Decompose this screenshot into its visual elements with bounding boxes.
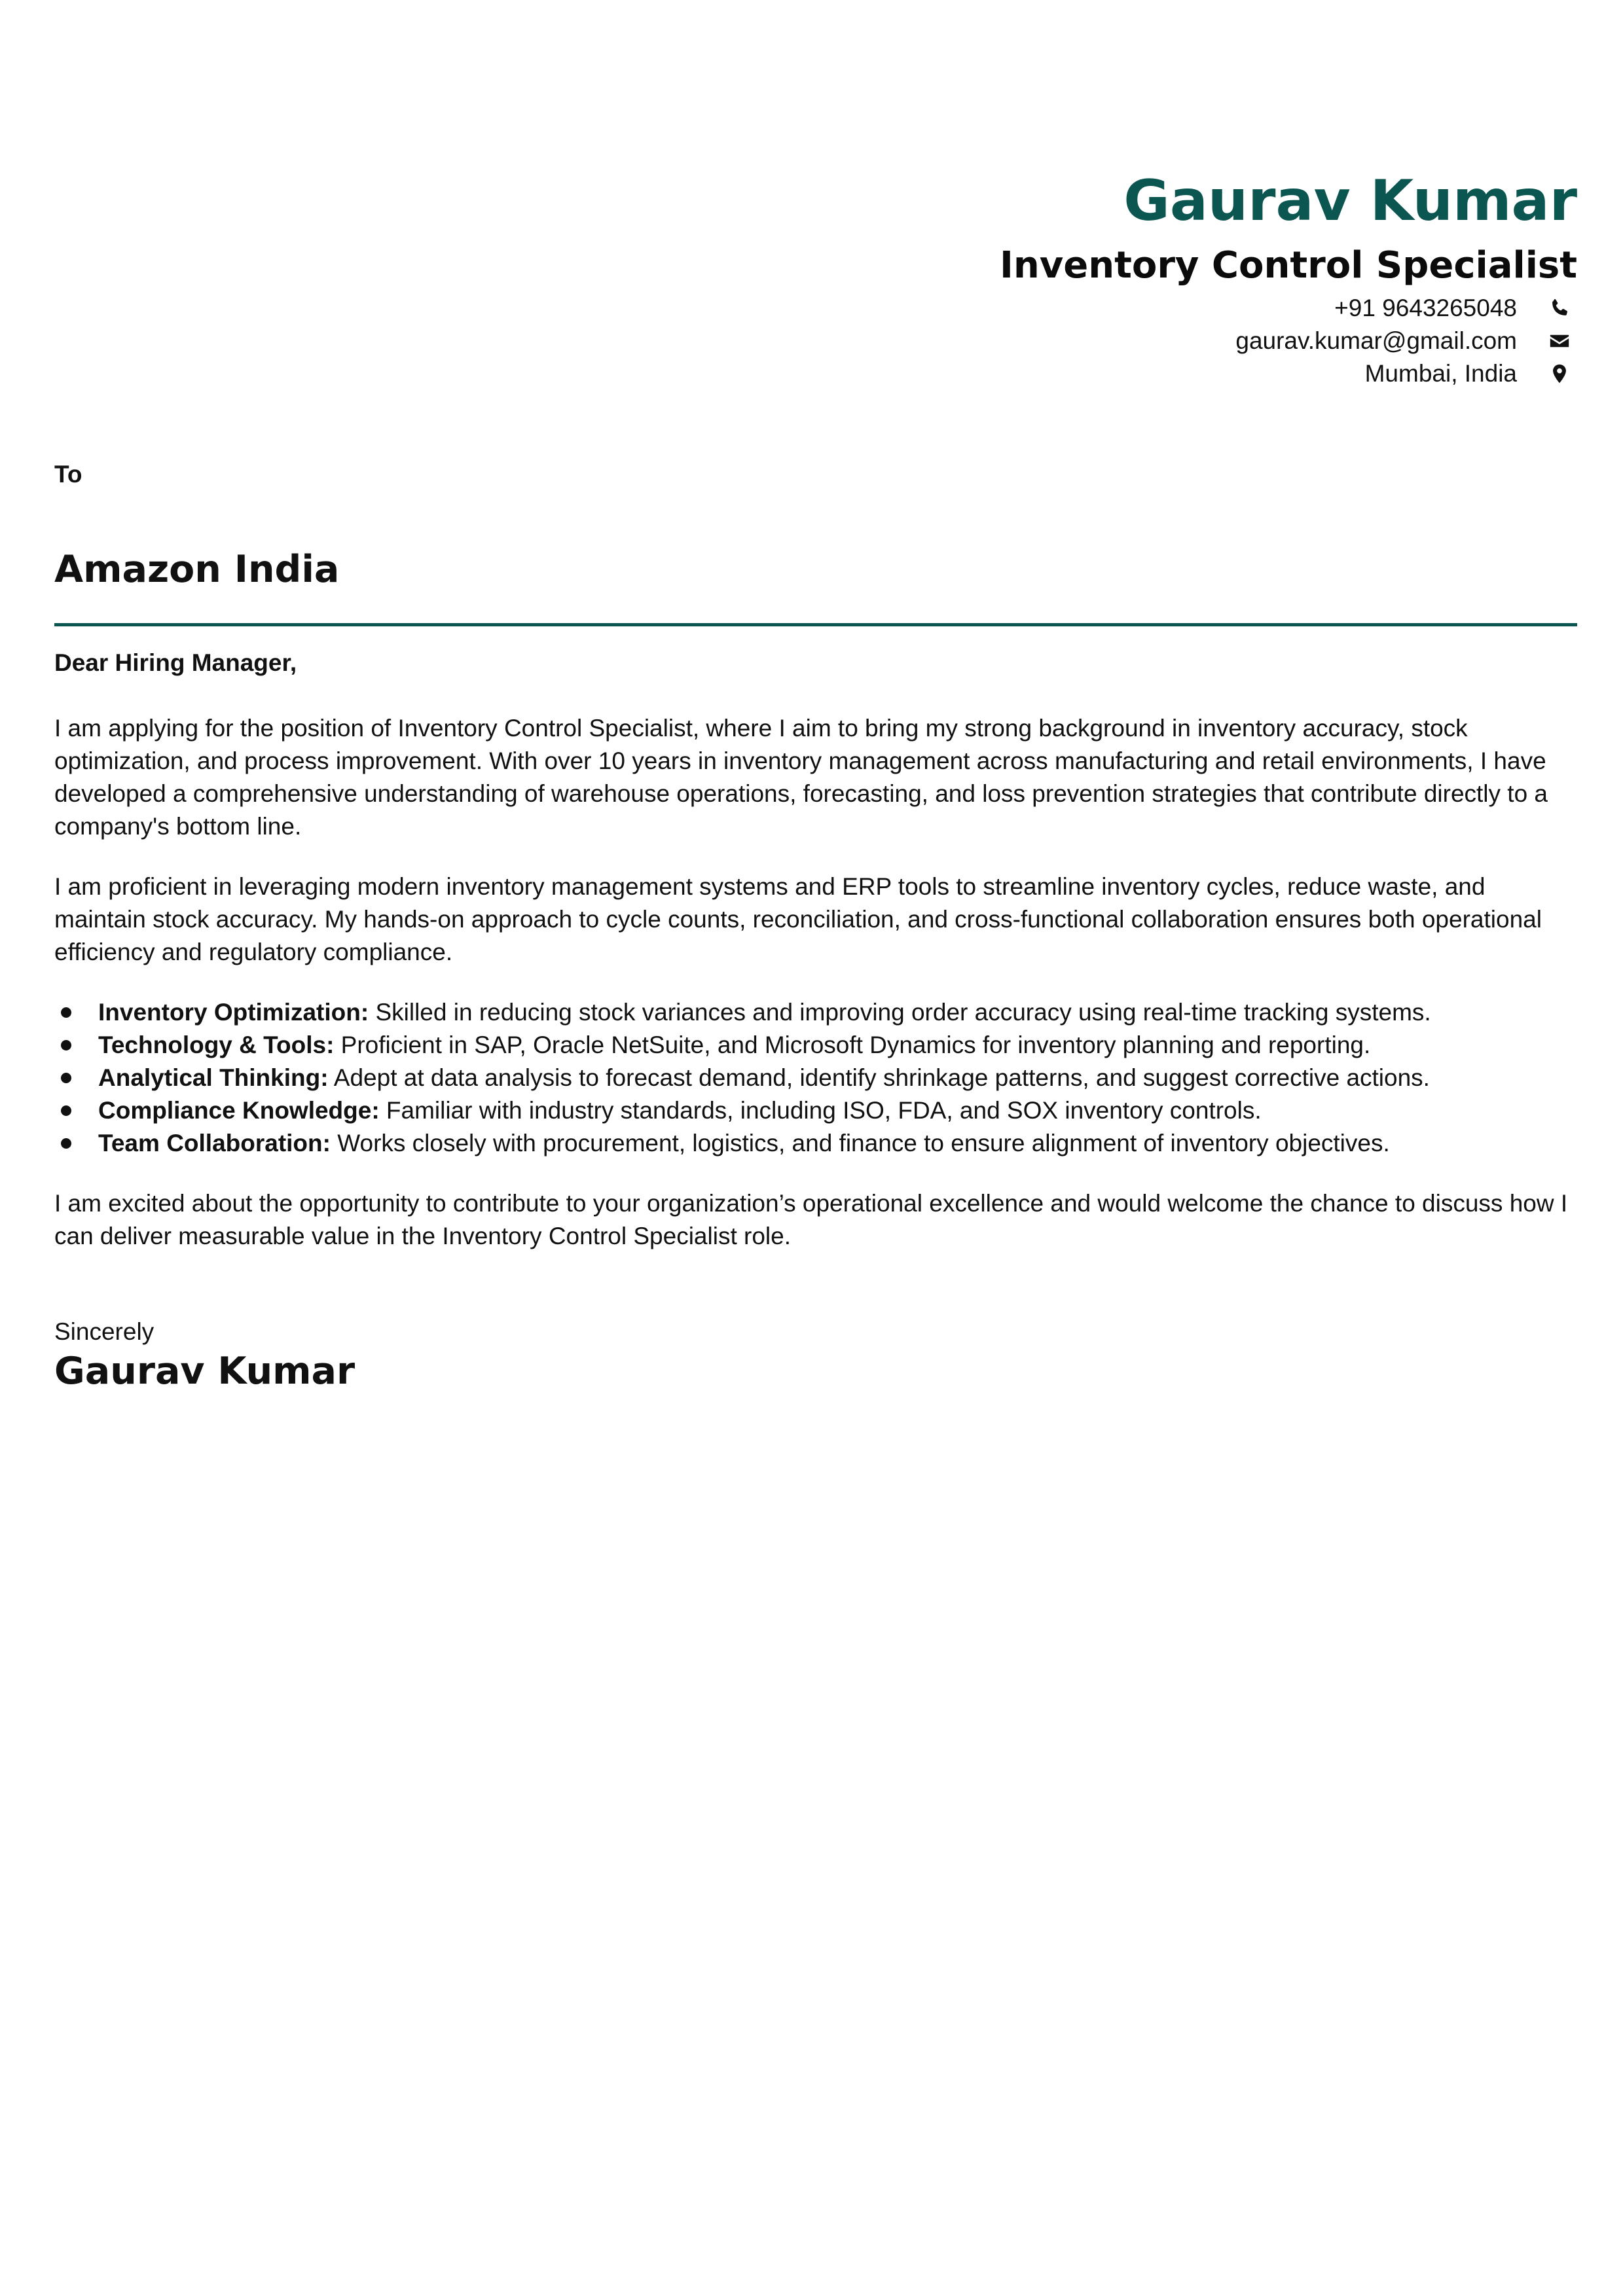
contact-email bbox=[661, 325, 1577, 357]
list-item bbox=[54, 1127, 1577, 1160]
contact-phone bbox=[661, 292, 1577, 325]
bullet-icon bbox=[61, 1007, 71, 1018]
phone-number: +91 9643265048 bbox=[1334, 295, 1517, 321]
skills-list bbox=[54, 996, 1577, 1160]
paragraph-closing: I am excited about the opportunity to contribute to your organization’s operational excellence and would welcome the chance to discuss how I can deliver measurable value in the Inventory Control Specialist role. bbox=[54, 1190, 1568, 1249]
envelope-icon bbox=[1542, 325, 1577, 357]
bullet-text: Skilled in reducing stock variances and improving order accuracy using real-time tracking systems. bbox=[369, 999, 1431, 1026]
paragraph-intro: I am applying for the position of Inventory Control Specialist, where I aim to bring my strong background in inventory accuracy, stock optimization, and process improvement. With over 10 years in inventory management across manufacturing and retail environments, I have developed a comprehensive understanding of warehouse operations, forecasting, and loss prevention strategies that contribute directly to a company's bottom line. bbox=[54, 715, 1548, 840]
letter-body bbox=[54, 647, 1577, 1280]
letter-header bbox=[661, 162, 1577, 390]
applicant-job-title: Inventory Control Specialist bbox=[1000, 244, 1577, 287]
company-name: Amazon India bbox=[54, 548, 340, 591]
bullet-label: Compliance Knowledge: bbox=[98, 1097, 380, 1124]
bullet-text: Familiar with industry standards, including ISO, FDA, and SOX inventory controls. bbox=[379, 1097, 1262, 1124]
list-item bbox=[54, 1094, 1577, 1127]
bullet-text: Adept at data analysis to forecast demand, identify shrinkage patterns, and suggest corrective actions. bbox=[328, 1064, 1430, 1091]
bullet-text: Works closely with procurement, logistics, and finance to ensure alignment of inventory objectives. bbox=[330, 1130, 1390, 1157]
list-item bbox=[54, 1062, 1577, 1094]
bullet-icon bbox=[61, 1138, 71, 1149]
signature-name: Gaurav Kumar bbox=[54, 1350, 356, 1393]
divider bbox=[54, 623, 1577, 626]
paragraph-skills: I am proficient in leveraging modern inventory management systems and ERP tools to streamline inventory cycles, reduce waste, and maintain stock accuracy. My hands-on approach to cycle counts, reconciliation, and cross-functional collaboration ensures both operational efficiency and regulatory compliance. bbox=[54, 873, 1542, 965]
bullet-label: Technology & Tools: bbox=[98, 1031, 335, 1058]
bullet-text: Proficient in SAP, Oracle NetSuite, and Microsoft Dynamics for inventory planning and reporting. bbox=[334, 1031, 1371, 1058]
location-text: Mumbai, India bbox=[1364, 360, 1517, 387]
list-item bbox=[54, 996, 1577, 1029]
salutation: Dear Hiring Manager, bbox=[54, 649, 297, 676]
closing-phrase: Sincerely bbox=[54, 1318, 155, 1345]
to-label: To bbox=[54, 461, 82, 488]
bullet-icon bbox=[61, 1073, 71, 1083]
list-item bbox=[54, 1029, 1577, 1062]
contact-location bbox=[661, 357, 1577, 390]
phone-icon bbox=[1542, 292, 1577, 325]
applicant-name: Gaurav Kumar bbox=[1123, 168, 1577, 234]
bullet-label: Analytical Thinking: bbox=[98, 1064, 329, 1091]
email-address: gaurav.kumar@gmail.com bbox=[1235, 327, 1517, 354]
bullet-label: Team Collaboration: bbox=[98, 1130, 331, 1157]
bullet-icon bbox=[61, 1040, 71, 1050]
map-pin-icon bbox=[1542, 357, 1577, 390]
bullet-label: Inventory Optimization: bbox=[98, 999, 369, 1026]
bullet-icon bbox=[61, 1105, 71, 1116]
